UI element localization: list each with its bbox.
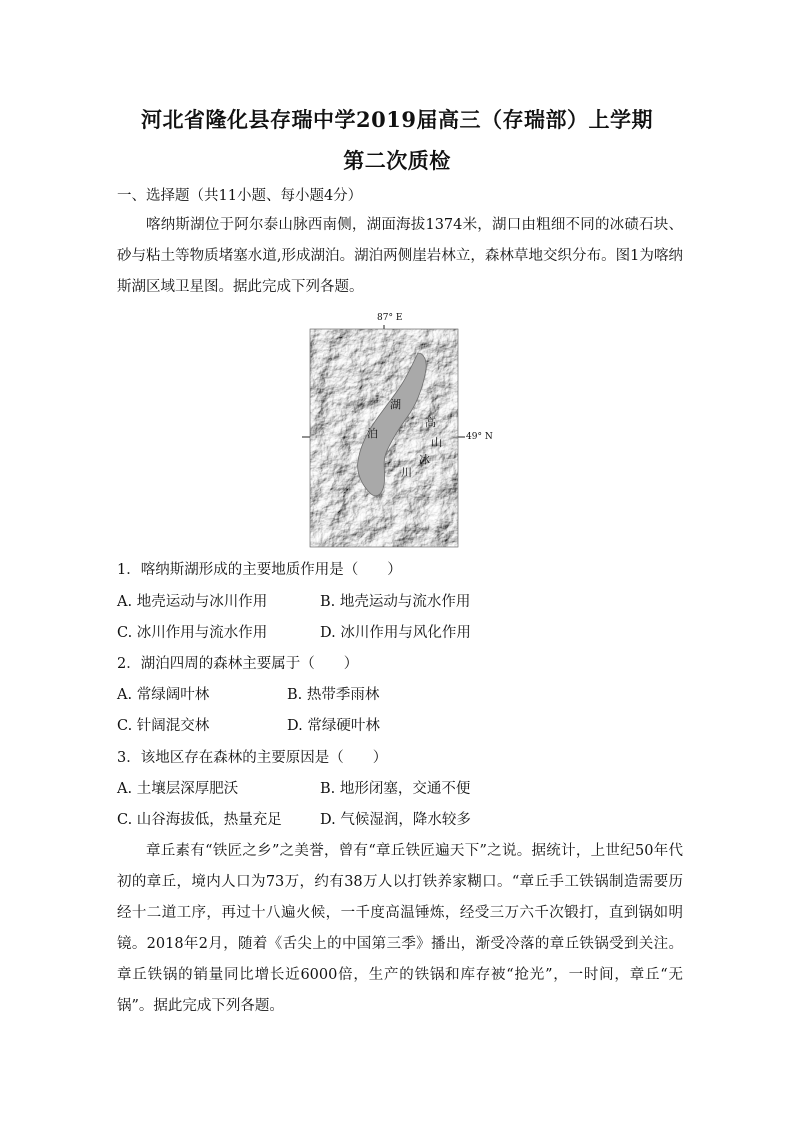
q2-option-d: D. 常绿硬叶林 bbox=[287, 718, 380, 734]
satellite-image bbox=[300, 313, 500, 549]
q1-option-c: C. 冰川作用与流水作用 bbox=[117, 625, 268, 641]
passage-zhangqiu-wok: 章丘素有“铁匠之乡”之美誉，曾有“章丘铁匠遍天下”之说。据统计，上世纪50年代初的章丘，境内人口为73万，约有38万人以打铁养家糊口。“章丘手工铁锅制造需要历经十二道工序，再过十八遍火候，一千度高温锤炼，经受三万六千次锻打，直到锅如明镜。2018年2月，随着《舌尖上的中国第三季》播出，渐受冷落的章丘铁锅受到关注。章丘铁锅的销量同比增长近6000倍，生产的铁锅和库存被“抢光”，一时间，章丘“无锅”。据此完成下列各题。 bbox=[117, 843, 683, 1014]
q3-option-d: D. 气候湿润，降水较多 bbox=[320, 812, 471, 828]
map-label-chuan: 川 bbox=[401, 466, 412, 479]
question-3-stem: 3．该地区存在森林的主要原因是（ ） bbox=[117, 750, 388, 766]
map-label-bing: 冰 bbox=[419, 453, 430, 466]
exam-title-line1: 河北省隆化县存瑞中学2019届高三（存瑞部）上学期 bbox=[141, 107, 653, 132]
map-label-gao: 高 bbox=[425, 416, 436, 429]
q2-option-b: B. 热带季雨林 bbox=[287, 687, 380, 703]
map-label-shan: 山 bbox=[431, 436, 442, 449]
map-label-hu: 湖 bbox=[390, 398, 401, 411]
q2-option-a: A. 常绿阔叶林 bbox=[117, 687, 210, 703]
passage-kanas-lake: 喀纳斯湖位于阿尔泰山脉西南侧，湖面海拔1374米，湖口由粗细不同的冰碛石块、砂与粘土等物质堵塞水道,形成湖泊。湖泊两侧崖岩林立，森林草地交织分布。图1为喀纳斯湖区域卫星图。据此完成下列各题。 bbox=[117, 217, 683, 295]
section-heading: 一、选择题（共11小题、每小题4分） bbox=[117, 188, 363, 204]
q3-option-c: C. 山谷海拔低，热量充足 bbox=[117, 812, 282, 828]
q3-option-b: B. 地形闭塞，交通不便 bbox=[320, 781, 471, 797]
exam-title-line2: 第二次质检 bbox=[343, 148, 451, 173]
map-label-bo: 泊 bbox=[367, 427, 378, 440]
q2-option-c: C. 针阔混交林 bbox=[117, 718, 210, 734]
satellite-figure bbox=[300, 313, 500, 549]
latitude-label: 49° N bbox=[466, 432, 493, 442]
q3-option-a: A. 土壤层深厚肥沃 bbox=[117, 781, 239, 797]
longitude-label: 87° E bbox=[377, 313, 403, 323]
q1-option-d: D. 冰川作用与风化作用 bbox=[320, 625, 471, 641]
question-1-stem: 1．喀纳斯湖形成的主要地质作用是（ ） bbox=[117, 562, 402, 578]
q1-option-b: B. 地壳运动与流水作用 bbox=[320, 594, 471, 610]
question-2-stem: 2．湖泊四周的森林主要属于（ ） bbox=[117, 656, 359, 672]
q1-option-a: A. 地壳运动与冰川作用 bbox=[117, 594, 268, 610]
